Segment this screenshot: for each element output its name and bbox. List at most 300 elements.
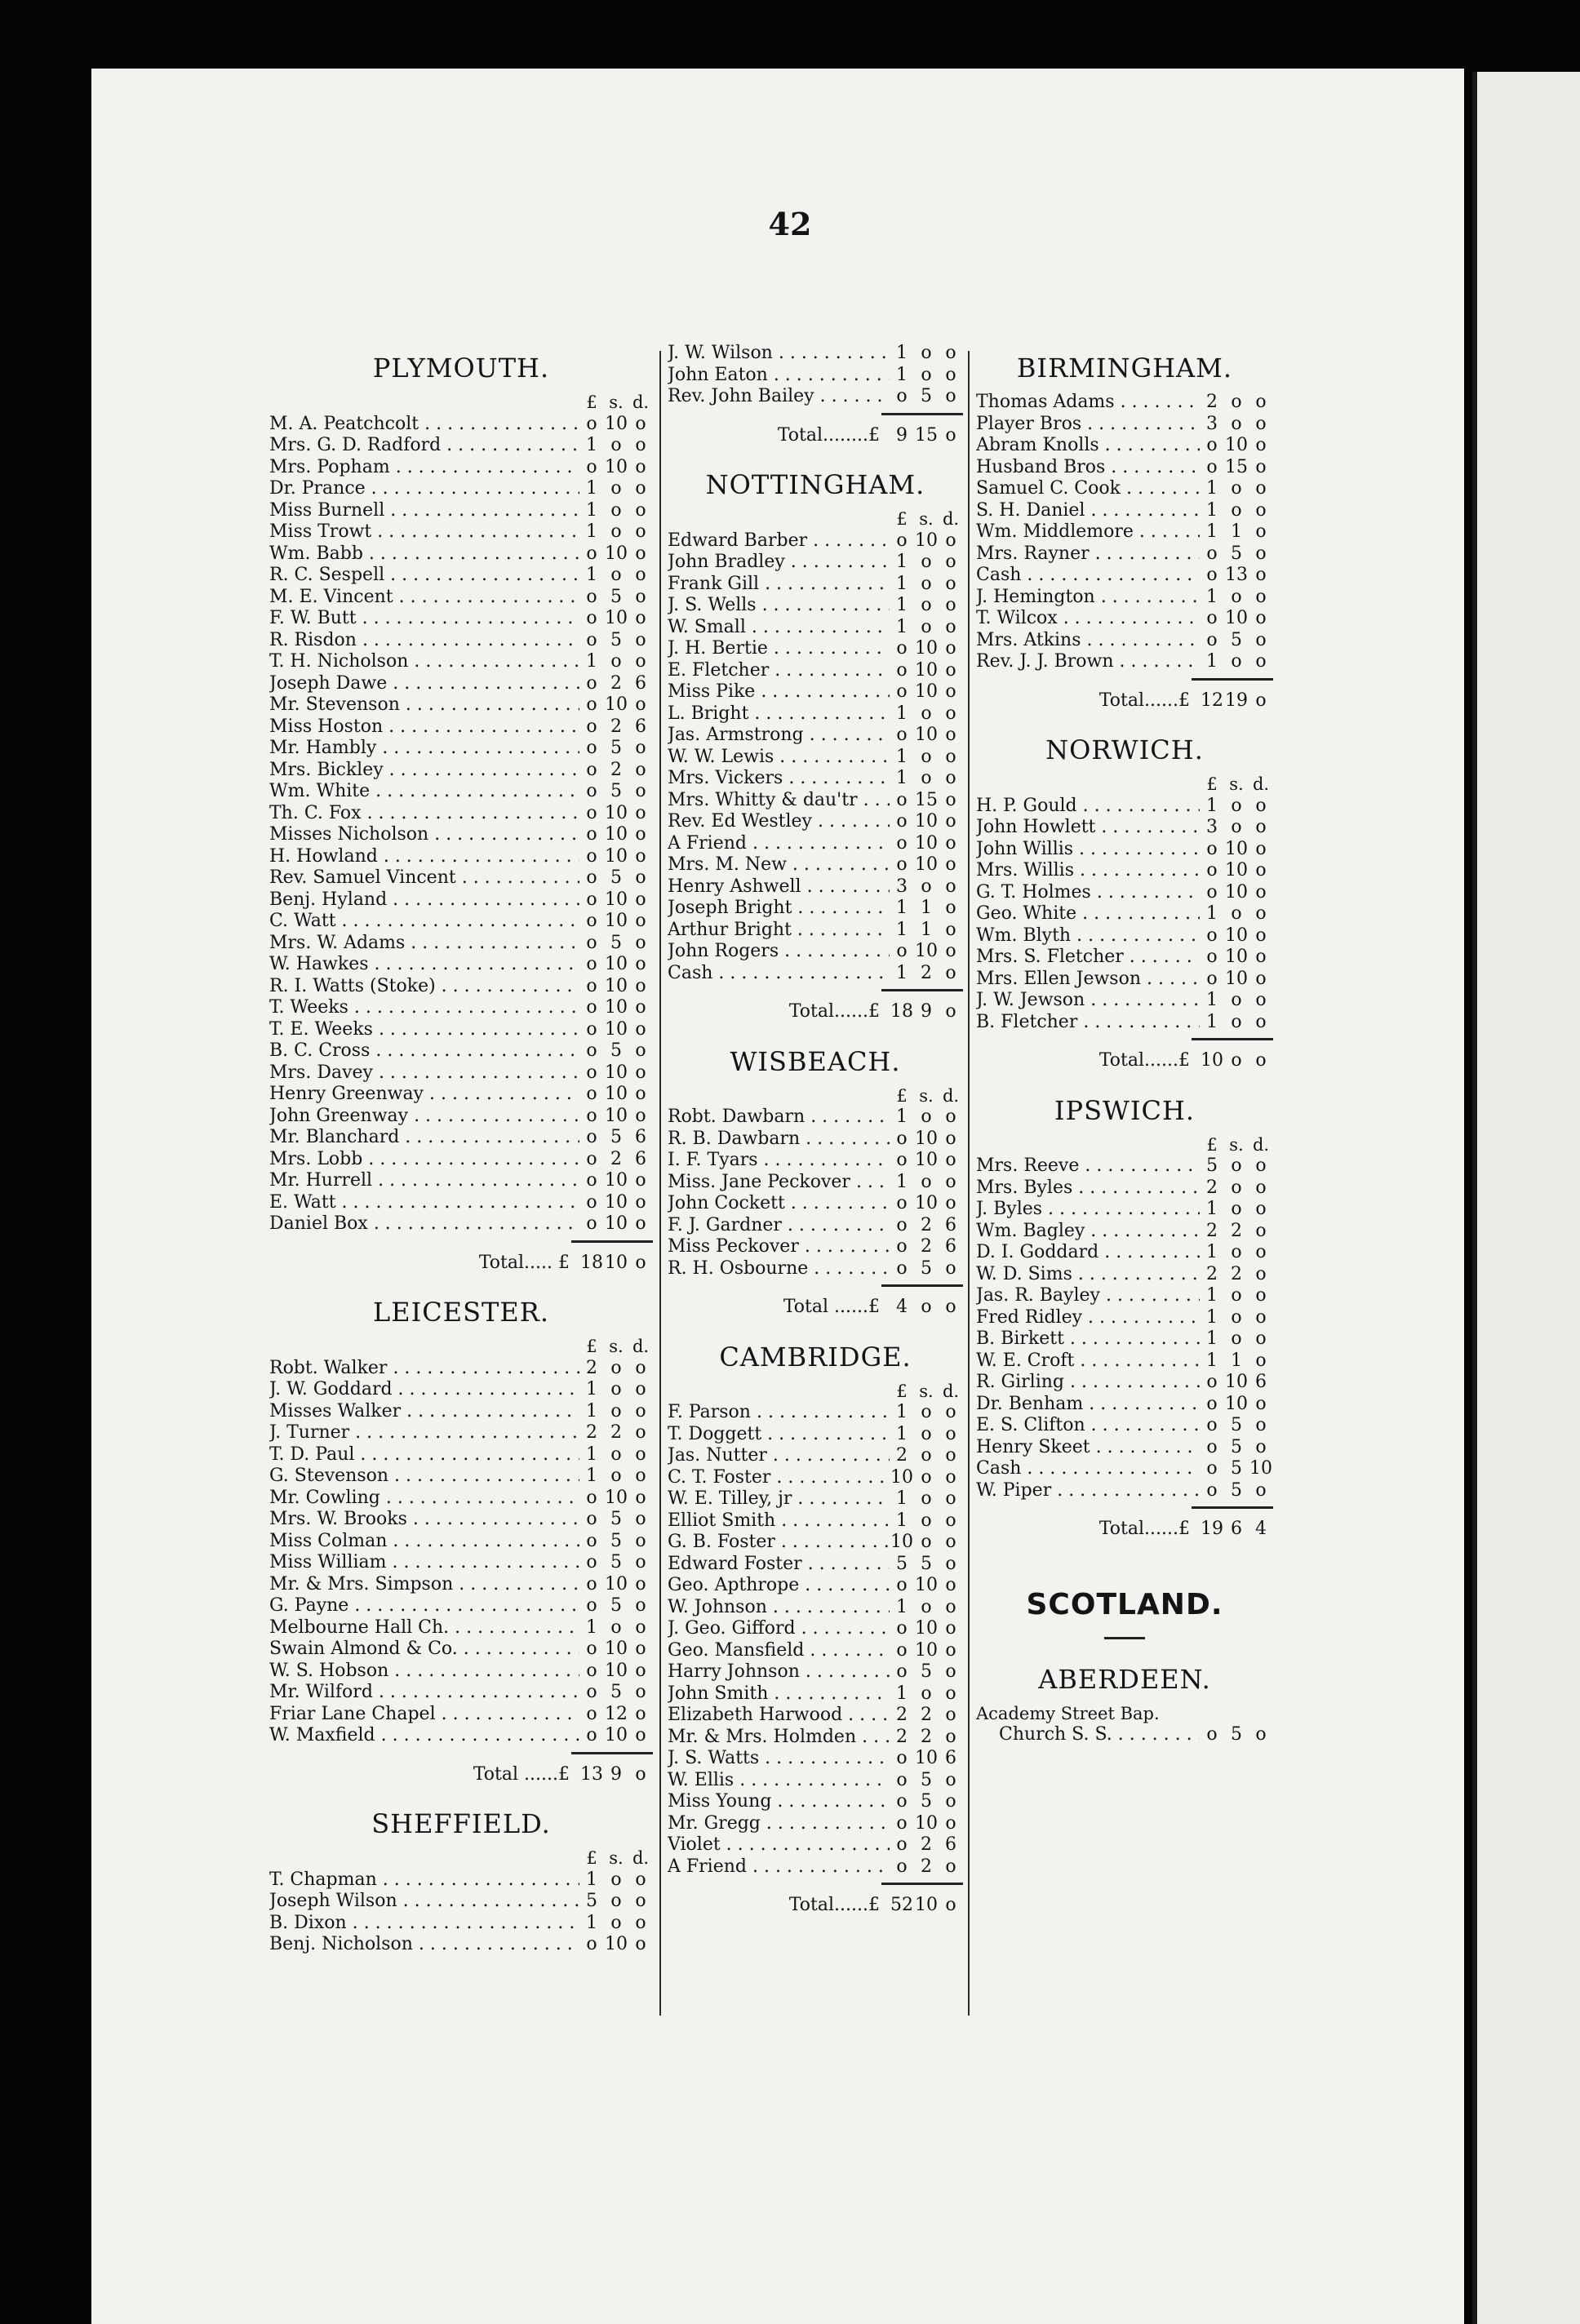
entry-name: Wm. Blyth . . . bbox=[976, 925, 1200, 947]
page-number: 42 bbox=[768, 206, 812, 242]
currency-header bbox=[269, 1336, 653, 1358]
shillings: 5 bbox=[921, 1791, 932, 1812]
shillings: 10 bbox=[605, 824, 628, 845]
pence: 6 bbox=[945, 1834, 956, 1855]
pounds: o bbox=[586, 1170, 597, 1191]
donation-section bbox=[668, 343, 963, 446]
entry-name: B. Birkett . . . bbox=[976, 1328, 1200, 1350]
entry-row bbox=[269, 846, 653, 868]
pounds: o bbox=[586, 1105, 597, 1126]
pence: 10 bbox=[1249, 1458, 1272, 1479]
entry-name: Mrs. W. Adams . . . bbox=[269, 933, 579, 955]
pounds: o bbox=[586, 1018, 597, 1040]
entry-row bbox=[269, 1444, 653, 1466]
pence: o bbox=[945, 962, 956, 983]
entry-row bbox=[976, 1372, 1273, 1394]
pence: o bbox=[635, 435, 646, 455]
currency-header bbox=[668, 1381, 963, 1403]
entry-row bbox=[269, 976, 653, 998]
shillings: 10 bbox=[915, 725, 938, 745]
pounds: o bbox=[896, 811, 908, 832]
entry-row bbox=[668, 1705, 963, 1727]
entry-amount bbox=[890, 617, 963, 639]
entry-name: T. H. Nicholson . . . bbox=[269, 651, 579, 673]
entry-name: Swain Almond & Co. . . . bbox=[269, 1639, 579, 1661]
entry-row bbox=[976, 500, 1273, 522]
entry-name: Harry Johnson . . . bbox=[668, 1661, 890, 1683]
pence: o bbox=[945, 832, 956, 854]
shillings: 10 bbox=[1225, 838, 1248, 859]
pounds: o bbox=[586, 781, 597, 801]
pounds: o bbox=[1206, 1436, 1218, 1457]
entry-row bbox=[668, 1258, 963, 1280]
entry-amount bbox=[890, 1683, 963, 1705]
shillings: 5 bbox=[1231, 1458, 1242, 1479]
pounds: 1 bbox=[896, 746, 908, 767]
shillings: 10 bbox=[605, 1062, 628, 1083]
pence: o bbox=[635, 1703, 646, 1724]
entry-amount bbox=[579, 1213, 653, 1235]
currency-label: s. bbox=[609, 393, 624, 412]
pence: o bbox=[945, 1171, 956, 1192]
entry-row bbox=[976, 839, 1273, 861]
entry-name: Benj. Hyland . . . bbox=[269, 889, 579, 911]
currency-label: £ bbox=[896, 509, 908, 529]
section-heading: NORWICH. bbox=[1045, 734, 1204, 765]
shillings: 5 bbox=[921, 1661, 932, 1682]
pence: o bbox=[635, 824, 646, 845]
pounds: o bbox=[586, 543, 597, 564]
shillings: 10 bbox=[605, 1105, 628, 1126]
pounds: 1 bbox=[896, 1510, 908, 1531]
entry-name: H. P. Gould . . . bbox=[976, 796, 1200, 818]
pounds: 1 bbox=[1206, 478, 1218, 499]
entry-name: J. S. Watts . . . bbox=[668, 1748, 890, 1770]
pence: o bbox=[945, 1488, 956, 1509]
pounds: o bbox=[896, 638, 908, 659]
currency-label: s. bbox=[919, 1085, 934, 1106]
entry-amount bbox=[890, 941, 963, 963]
shillings: o bbox=[1231, 1328, 1242, 1349]
entry-row bbox=[269, 457, 653, 479]
entry-name: W. Maxfield . . . bbox=[269, 1725, 579, 1747]
currency-header bbox=[976, 774, 1273, 796]
shillings: o bbox=[921, 768, 932, 788]
entry-name: Mrs. Byles . . . bbox=[976, 1178, 1200, 1200]
entry-amount bbox=[890, 876, 963, 898]
entry-name: M. E. Vincent . . . bbox=[269, 587, 579, 609]
entry-amount bbox=[890, 1856, 963, 1878]
shillings: 10 bbox=[605, 889, 628, 910]
pence: o bbox=[635, 1573, 646, 1594]
entry-amount bbox=[890, 1705, 963, 1727]
pence: o bbox=[635, 1682, 646, 1702]
shillings: o bbox=[610, 1444, 622, 1465]
pounds: o bbox=[586, 1703, 597, 1724]
pounds: o bbox=[586, 997, 597, 1018]
entry-name: John Rogers . . . bbox=[668, 941, 890, 963]
entry-name: Cash . . . bbox=[976, 1458, 1200, 1480]
column-3 bbox=[976, 343, 1273, 1746]
entry-row bbox=[976, 457, 1273, 479]
entry-name: Daniel Box . . . bbox=[269, 1213, 579, 1235]
total-label: Total ......£ bbox=[473, 1763, 570, 1785]
entry-amount bbox=[579, 435, 653, 457]
entry-amount bbox=[890, 1597, 963, 1619]
pence: o bbox=[635, 845, 646, 867]
entry-name: Husband Bros . . . bbox=[976, 457, 1200, 479]
entry-name: Rev. J. J. Brown . . . bbox=[976, 651, 1200, 673]
currency-label: s. bbox=[919, 1381, 934, 1401]
entry-name: J. Turner . . . bbox=[269, 1422, 579, 1444]
entry-amount bbox=[890, 660, 963, 682]
entry-name: C. T. Foster . . . bbox=[668, 1467, 890, 1489]
entry-name: Elizabeth Harwood . . . bbox=[668, 1705, 890, 1727]
entry-name: W. S. Hobson . . . bbox=[269, 1661, 579, 1683]
pounds: 2 bbox=[586, 1357, 597, 1378]
entry-row bbox=[976, 565, 1273, 587]
entry-name: E. Watt . . . bbox=[269, 1192, 579, 1214]
entry-name: Thomas Adams . . . bbox=[976, 392, 1200, 414]
entry-row bbox=[668, 1107, 963, 1129]
section-heading: ABERDEEN. bbox=[1038, 1663, 1211, 1695]
entry-name: Miss Trowt . . . bbox=[269, 521, 579, 543]
shillings: o bbox=[1231, 1011, 1242, 1032]
shillings: o bbox=[921, 1171, 932, 1192]
pence: 6 bbox=[635, 672, 646, 694]
shillings: o bbox=[610, 565, 622, 585]
shillings: 15 bbox=[915, 789, 938, 810]
entry-amount bbox=[890, 1770, 963, 1792]
shillings: 2 bbox=[1231, 1220, 1242, 1241]
pence: o bbox=[1255, 990, 1267, 1010]
pounds: o bbox=[586, 1725, 597, 1745]
total-label: Total..... £ bbox=[478, 1252, 570, 1273]
shillings: 2 bbox=[610, 759, 622, 780]
section-total bbox=[269, 1253, 653, 1275]
pence: o bbox=[635, 1891, 646, 1911]
entry-amount bbox=[579, 1617, 653, 1639]
shillings: o bbox=[610, 1891, 622, 1911]
shillings: 10 bbox=[915, 1639, 938, 1661]
shillings: 5 bbox=[610, 932, 622, 953]
entry-row bbox=[668, 1402, 963, 1424]
shillings: 10 bbox=[605, 1018, 628, 1040]
entry-row bbox=[668, 1834, 963, 1856]
pence: o bbox=[635, 1530, 646, 1551]
shillings: 10 bbox=[605, 845, 628, 867]
entry-amount bbox=[579, 1084, 653, 1106]
entry-name: Frank Gill . . . bbox=[668, 574, 890, 596]
pence: o bbox=[635, 499, 646, 521]
entry-amount bbox=[579, 1062, 653, 1084]
shillings: 5 bbox=[1231, 1479, 1242, 1501]
pence: 4 bbox=[1255, 1519, 1267, 1539]
section-heading: SHEFFIELD. bbox=[371, 1808, 551, 1839]
shillings: o bbox=[610, 1357, 622, 1378]
entry-amount bbox=[579, 1595, 653, 1617]
shillings: o bbox=[921, 595, 932, 615]
entry-name: R. I. Watts (Stoke) . . . bbox=[269, 976, 579, 998]
entry-row bbox=[668, 790, 963, 812]
pounds: o bbox=[586, 716, 597, 737]
pence: o bbox=[1255, 795, 1267, 816]
entry-amount bbox=[1200, 1285, 1273, 1307]
total-label: Total ......£ bbox=[783, 1297, 880, 1317]
pounds: o bbox=[1206, 608, 1218, 628]
entry-amount bbox=[1200, 1307, 1273, 1329]
entry-row bbox=[976, 630, 1273, 652]
pounds: o bbox=[1206, 860, 1218, 880]
entry-row bbox=[668, 1193, 963, 1215]
entry-amount bbox=[890, 1172, 963, 1194]
pence: o bbox=[945, 898, 956, 918]
entry-amount bbox=[579, 565, 653, 587]
entry-amount bbox=[890, 1618, 963, 1640]
column-divider bbox=[968, 351, 970, 2016]
pence: o bbox=[635, 521, 646, 542]
shillings: 5 bbox=[1231, 543, 1242, 564]
section-heading: WISBEACH. bbox=[730, 1045, 901, 1077]
pounds: 1 bbox=[586, 1466, 597, 1486]
pence: o bbox=[1255, 1415, 1267, 1435]
pounds: 1 bbox=[586, 651, 597, 672]
shillings: 10 bbox=[605, 1725, 628, 1745]
pence: o bbox=[635, 1444, 646, 1465]
entry-row bbox=[269, 694, 653, 716]
entry-row bbox=[269, 824, 653, 846]
pounds: 2 bbox=[1206, 392, 1218, 412]
shillings: o bbox=[921, 1683, 932, 1704]
shillings: 10 bbox=[1225, 968, 1248, 989]
entry-row bbox=[668, 1683, 963, 1705]
entry-amount bbox=[1200, 1372, 1273, 1394]
entry-amount bbox=[579, 1869, 653, 1892]
entry-row bbox=[269, 1422, 653, 1444]
pence: o bbox=[635, 478, 646, 499]
entry-row bbox=[976, 990, 1273, 1012]
entry-row bbox=[668, 811, 963, 833]
pence: o bbox=[635, 1763, 646, 1785]
currency-labels bbox=[890, 508, 963, 530]
pounds: o bbox=[1206, 1479, 1218, 1501]
entry-amount bbox=[579, 738, 653, 760]
pounds: 1 bbox=[1206, 1011, 1218, 1032]
pence: o bbox=[945, 1618, 956, 1639]
entry-amount bbox=[1200, 860, 1273, 882]
pounds: 1 bbox=[896, 1107, 908, 1127]
entry-row bbox=[269, 1639, 653, 1661]
shillings: 10 bbox=[605, 954, 628, 974]
pence: o bbox=[635, 1552, 646, 1572]
total-label: Total......£ bbox=[1098, 690, 1190, 711]
entry-name: Joseph Wilson . . . bbox=[269, 1891, 579, 1913]
pounds: 3 bbox=[1206, 413, 1218, 434]
entry-name: John Willis . . . bbox=[976, 839, 1200, 861]
pence: o bbox=[1255, 478, 1267, 499]
pence: o bbox=[1255, 1199, 1267, 1219]
entry-row bbox=[269, 673, 653, 695]
total-rule bbox=[881, 1284, 963, 1287]
entry-amount bbox=[579, 1913, 653, 1935]
pence: o bbox=[945, 789, 956, 810]
pence: o bbox=[1255, 1393, 1267, 1414]
pence: o bbox=[635, 1018, 646, 1040]
pounds: o bbox=[1206, 543, 1218, 564]
entry-row bbox=[976, 817, 1273, 839]
shillings: o bbox=[921, 1596, 932, 1617]
pounds: o bbox=[896, 1193, 908, 1213]
entry-amount bbox=[579, 1509, 653, 1531]
shillings: 10 bbox=[605, 1573, 628, 1594]
pounds: o bbox=[896, 1236, 908, 1257]
entry-amount bbox=[579, 1466, 653, 1488]
pounds: o bbox=[586, 1573, 597, 1594]
pounds: 1 bbox=[896, 573, 908, 594]
shillings: o bbox=[1231, 990, 1242, 1010]
pence: o bbox=[635, 1084, 646, 1104]
section-heading: BIRMINGHAM. bbox=[1016, 353, 1233, 384]
entry-name: John Eaton . . . bbox=[668, 365, 890, 387]
pence: o bbox=[635, 954, 646, 974]
entry-row bbox=[269, 1934, 653, 1956]
entry-amount bbox=[890, 1791, 963, 1813]
entry-row bbox=[976, 392, 1273, 414]
entry-name: J. W. Goddard . . . bbox=[269, 1379, 579, 1401]
total-amount bbox=[1200, 690, 1273, 712]
entry-name: T. E. Weeks . . . bbox=[269, 1019, 579, 1041]
shillings: 10 bbox=[915, 681, 938, 702]
pence: o bbox=[945, 1895, 956, 1915]
entry-amount bbox=[1200, 478, 1273, 500]
shillings: 10 bbox=[1225, 1393, 1248, 1414]
currency-label: £ bbox=[896, 1381, 908, 1401]
pounds: 1 bbox=[1206, 521, 1218, 542]
entry-row bbox=[976, 1285, 1273, 1307]
entry-amount bbox=[579, 1552, 653, 1574]
entry-row bbox=[269, 565, 653, 587]
shillings: 10 bbox=[1225, 947, 1248, 967]
entry-row bbox=[668, 1597, 963, 1619]
shillings: 10 bbox=[915, 530, 938, 551]
entry-name: J. W. Wilson . . . bbox=[668, 343, 890, 365]
shillings: o bbox=[1231, 478, 1242, 499]
entry-name: J. Geo. Gifford . . . bbox=[668, 1618, 890, 1640]
entry-amount bbox=[890, 703, 963, 725]
entry-row bbox=[269, 1682, 653, 1704]
entry-row bbox=[269, 500, 653, 522]
shillings: 2 bbox=[921, 1705, 932, 1725]
pence: o bbox=[945, 1639, 956, 1661]
currency-label: s. bbox=[1229, 1134, 1244, 1155]
entry-row bbox=[976, 521, 1273, 543]
shillings: 2 bbox=[921, 1236, 932, 1257]
pence: o bbox=[945, 703, 956, 724]
entry-name: W. Small . . . bbox=[668, 617, 890, 639]
pence: o bbox=[945, 1128, 956, 1149]
entry-row bbox=[976, 1394, 1273, 1416]
entry-amount bbox=[579, 716, 653, 738]
entry-amount bbox=[890, 574, 963, 596]
pence: o bbox=[1255, 903, 1267, 924]
entry-amount bbox=[890, 898, 963, 920]
entry-name: Misses Walker . . . bbox=[269, 1401, 579, 1423]
entry-row bbox=[976, 1155, 1273, 1178]
shillings: 2 bbox=[610, 1148, 622, 1169]
pounds: o bbox=[586, 629, 597, 650]
entry-name: Wm. White . . . bbox=[269, 781, 579, 803]
pounds: o bbox=[896, 1128, 908, 1149]
pounds: o bbox=[896, 789, 908, 810]
pence: o bbox=[635, 1379, 646, 1399]
entry-amount bbox=[579, 630, 653, 652]
shillings: o bbox=[921, 1423, 932, 1444]
currency-labels bbox=[579, 392, 653, 414]
pence: o bbox=[945, 1466, 956, 1488]
pence: o bbox=[945, 1575, 956, 1595]
entry-name: Joseph Dawe . . . bbox=[269, 673, 579, 695]
shillings: o bbox=[921, 1297, 932, 1317]
entry-name: Geo. White . . . bbox=[976, 903, 1200, 925]
pounds: 1 bbox=[1206, 1242, 1218, 1262]
pence: o bbox=[1255, 456, 1267, 477]
entry-name: D. I. Goddard . . . bbox=[976, 1242, 1200, 1264]
entry-amount bbox=[890, 365, 963, 387]
pounds: o bbox=[586, 759, 597, 780]
shillings: 10 bbox=[915, 1575, 938, 1595]
pence: o bbox=[945, 919, 956, 940]
pounds: 1 bbox=[586, 565, 597, 585]
pence: o bbox=[945, 1001, 956, 1022]
entry-name: Th. C. Fox . . . bbox=[269, 803, 579, 825]
entry-row bbox=[668, 1640, 963, 1662]
entry-name: J. S. Wells . . . bbox=[668, 595, 890, 617]
entry-name: J. H. Bertie . . . bbox=[668, 638, 890, 660]
currency-labels bbox=[890, 1381, 963, 1403]
entry-row bbox=[976, 1242, 1273, 1264]
entry-name: Miss Young . . . bbox=[668, 1791, 890, 1813]
shillings: 5 bbox=[1231, 629, 1242, 650]
entry-name: Mr. Wilford . . . bbox=[269, 1682, 579, 1704]
entry-amount bbox=[579, 1170, 653, 1192]
pence: o bbox=[1255, 1724, 1267, 1745]
entry-row bbox=[668, 1150, 963, 1172]
shillings: 10 bbox=[605, 543, 628, 564]
pounds: 1 bbox=[1206, 1350, 1218, 1371]
entry-row bbox=[668, 1445, 963, 1467]
pence: o bbox=[635, 1466, 646, 1486]
entry-row bbox=[668, 963, 963, 985]
pence: o bbox=[1255, 860, 1267, 880]
shillings: 5 bbox=[610, 1127, 622, 1147]
pence: o bbox=[635, 651, 646, 672]
entry-name: Jas. Nutter . . . bbox=[668, 1445, 890, 1467]
pounds: o bbox=[586, 932, 597, 953]
entry-amount bbox=[890, 1258, 963, 1280]
pence: o bbox=[1255, 586, 1267, 607]
shillings: 5 bbox=[1231, 1724, 1242, 1745]
total-label: Total......£ bbox=[1098, 1050, 1190, 1071]
shillings: o bbox=[1231, 413, 1242, 434]
entry-name: Mrs. Whitty & dau'tr . . . bbox=[668, 790, 890, 812]
currency-label: s. bbox=[609, 1848, 624, 1868]
entry-amount bbox=[890, 963, 963, 985]
shillings: 15 bbox=[1225, 456, 1248, 477]
entry-name: E. Fletcher . . . bbox=[668, 660, 890, 682]
pence: o bbox=[1255, 1306, 1267, 1328]
shillings: 10 bbox=[605, 911, 628, 931]
entry-row bbox=[976, 414, 1273, 436]
